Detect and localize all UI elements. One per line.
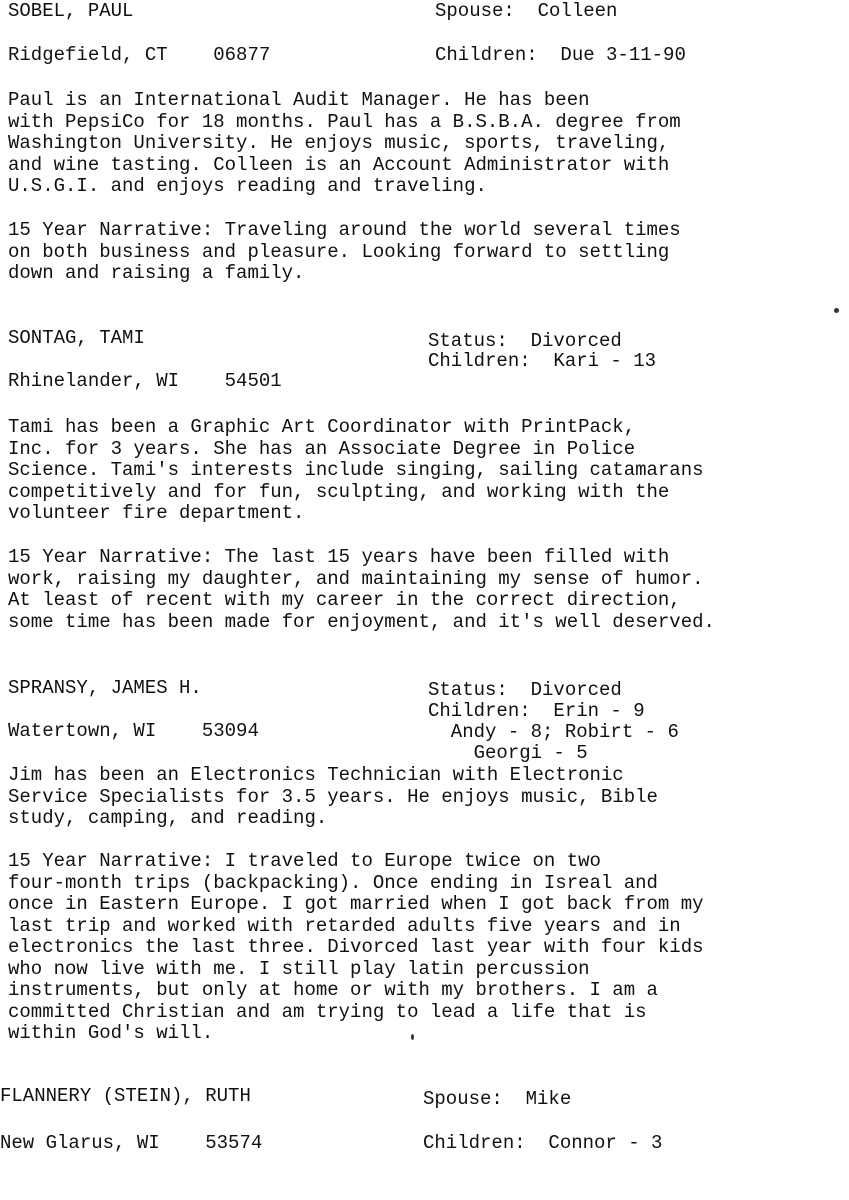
entry-children-cont: Georgi - 5: [428, 742, 588, 764]
entry-status: Status: Divorced: [428, 330, 622, 352]
entry-narrative: 15 Year Narrative: Traveling around the world several times on both business and pleasure. Looking forward to settling down and raising a family.: [8, 219, 681, 284]
entry-spouse: Spouse: Colleen: [435, 0, 618, 22]
entry-bio: Paul is an International Audit Manager. He has been with PepsiCo for 18 months. Paul has a B.S.B.A. degree from Washington University. He enjoys music, sports, traveling, and wine tasting. Colleen is an Account Administrator with U.S.G.I. and enjoys reading and traveling.: [8, 89, 681, 197]
entry-children: Children: Due 3-11-90: [435, 44, 686, 66]
entry-name: FLANNERY (STEIN), RUTH: [0, 1085, 251, 1107]
scan-speck: [834, 308, 839, 313]
entry-location: New Glarus, WI 53574: [0, 1132, 263, 1154]
entry-status: Status: Divorced: [428, 679, 622, 701]
entry-children: Children: Erin - 9: [428, 700, 645, 722]
entry-location: Rhinelander, WI 54501: [8, 370, 282, 392]
entry-narrative: 15 Year Narrative: The last 15 years have been filled with work, raising my daughter, and maintaining my sense of humor. At least of recent with my career in the correct direction, some time has been made for enjoyment, and it's well deserved.: [8, 546, 715, 633]
scan-speck: [411, 1034, 414, 1040]
entry-spouse: Spouse: Mike: [423, 1088, 572, 1110]
entry-location: Watertown, WI 53094: [8, 720, 259, 742]
entry-children: Children: Kari - 13: [428, 350, 657, 372]
entry-location: Ridgefield, CT 06877: [8, 44, 271, 66]
entry-name: SPRANSY, JAMES H.: [8, 677, 202, 699]
entry-bio: Jim has been an Electronics Technician with Electronic Service Specialists for 3.5 years. He enjoys music, Bible study, camping, and reading.: [8, 764, 658, 829]
entry-children: Children: Connor - 3: [423, 1132, 663, 1154]
entry-name: SONTAG, TAMI: [8, 327, 145, 349]
entry-name: SOBEL, PAUL: [8, 0, 134, 22]
entry-narrative: 15 Year Narrative: I traveled to Europe twice on two four-month trips (backpacking). Once ending in Isreal and once in Eastern Europe. I got married when I got back from my last trip and worked with retarded adults five years and in electronics the last three. Divorced last year with four kids who now live with me. I still play latin percussion instruments, but only at home or with my brothers. I am a committed Christian and am trying to lead a life that is within God's will.: [8, 850, 704, 1044]
entry-bio: Tami has been a Graphic Art Coordinator with PrintPack, Inc. for 3 years. She has an Associate Degree in Police Science. Tami's interests include singing, sailing catamarans competitively and for fun, sculpting, and working with the volunteer fire department.: [8, 416, 704, 524]
entry-children-cont: Andy - 8; Robirt - 6: [428, 721, 679, 743]
